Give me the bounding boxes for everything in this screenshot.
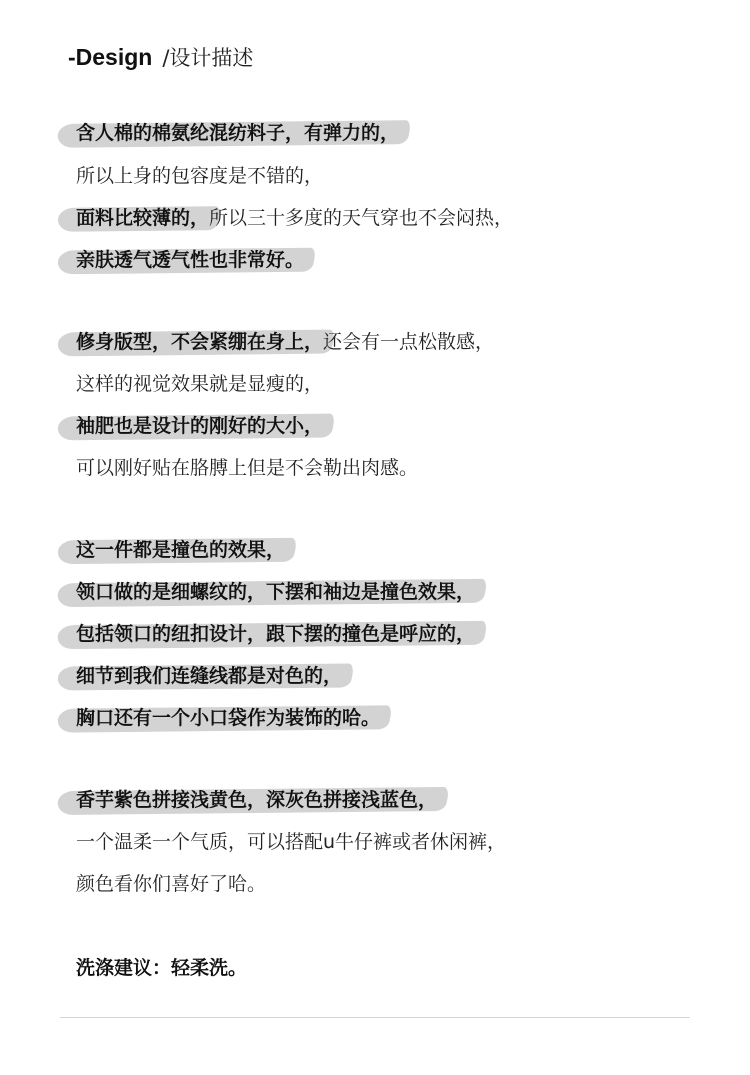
p1-line-2: [76, 159, 323, 193]
highlighted-text: 袖肥也是设计的刚好的大小，: [76, 409, 323, 443]
p1-line-3: [76, 201, 513, 235]
p3-line-3: [76, 617, 475, 651]
header-title-cn: /设计描述: [162, 46, 254, 70]
p3-line-5: [76, 701, 380, 735]
highlighted-text: 包括领口的纽扣设计，跟下摆的撞色是呼应的，: [76, 617, 475, 651]
p4-line-3: [76, 867, 266, 901]
section-header: [68, 42, 253, 74]
bottom-divider: [60, 1017, 690, 1018]
p2-line-4: [76, 451, 418, 485]
p1-line-4: [76, 243, 304, 277]
highlighted-text: 含人棉的棉氨纶混纺料子，有弹力的，: [76, 116, 399, 150]
body-text: 可以刚好贴在胳膊上但是不会勒出肉感。: [76, 457, 419, 479]
washing-advice-text: 洗涤建议：轻柔洗。: [76, 957, 248, 979]
p1-line-1: [76, 116, 399, 150]
p2-line-3: [76, 409, 323, 443]
header-title-en: -Design: [68, 44, 153, 70]
body-text: 所以三十多度的天气穿也不会闷热，: [209, 207, 514, 229]
p3-line-4: [76, 659, 342, 693]
body-text: 还会有一点松散感，: [323, 331, 495, 353]
highlighted-text: 面料比较薄的，: [76, 201, 209, 235]
body-text: 所以上身的包容度是不错的，: [76, 165, 324, 187]
p2-line-1: [76, 325, 494, 359]
highlighted-text: 胸口还有一个小口袋作为装饰的哈。: [76, 701, 380, 735]
washing-advice: [76, 951, 247, 985]
highlighted-text: 亲肤透气透气性也非常好。: [76, 243, 304, 277]
highlighted-text: 这一件都是撞色的效果，: [76, 533, 285, 567]
p3-line-1: [76, 533, 285, 567]
body-text: 颜色看你们喜好了哈。: [76, 873, 267, 895]
body-text: 一个温柔一个气质，可以搭配u牛仔裤或者休闲裤，: [76, 831, 507, 853]
highlighted-text: 香芋紫色拼接浅黄色，深灰色拼接浅蓝色，: [76, 783, 437, 817]
body-text: 这样的视觉效果就是显瘦的，: [76, 373, 324, 395]
p4-line-2: [76, 825, 506, 859]
highlighted-text: 领口做的是细螺纹的，下摆和袖边是撞色效果，: [76, 575, 475, 609]
p4-line-1: [76, 783, 437, 817]
highlighted-text: 细节到我们连缝线都是对色的，: [76, 659, 342, 693]
p3-line-2: [76, 575, 475, 609]
p2-line-2: [76, 367, 323, 401]
highlighted-text: 修身版型，不会紧绷在身上，: [76, 325, 323, 359]
